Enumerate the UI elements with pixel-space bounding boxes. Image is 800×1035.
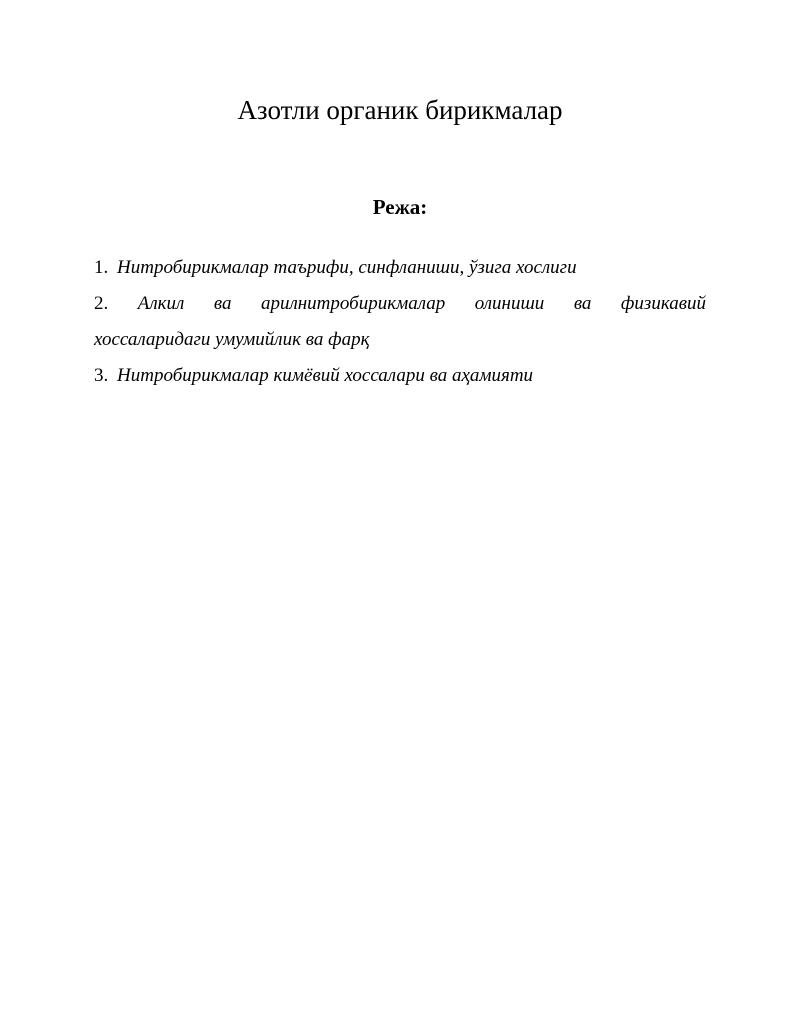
plan-heading: Режа: xyxy=(372,195,428,219)
plan-item-text: Нитробирикмалар таърифи, синфланиши, ўзига хослиги xyxy=(117,257,577,278)
plan-item-number: 3. xyxy=(94,365,109,386)
plan-list xyxy=(94,250,706,394)
plan-item-1 xyxy=(94,250,706,286)
plan-item-2 xyxy=(94,286,706,358)
plan-item-2-line-1 xyxy=(94,286,706,322)
plan-item-number: 1. xyxy=(94,257,109,278)
plan-item-text-line1: Алкил ва арилнитробирикмалар олиниши ва физикавий xyxy=(137,293,707,314)
plan-item-text-line2: хоссаларидаги умумийлик ва фарқ xyxy=(94,329,370,350)
document-title: Азотли органик бирикмалар xyxy=(237,95,563,125)
plan-item-text: Нитробирикмалар кимёвий хоссалари ва аҳамияти xyxy=(117,365,534,386)
plan-item-3 xyxy=(94,358,706,394)
plan-item-number: 2. xyxy=(94,293,109,314)
